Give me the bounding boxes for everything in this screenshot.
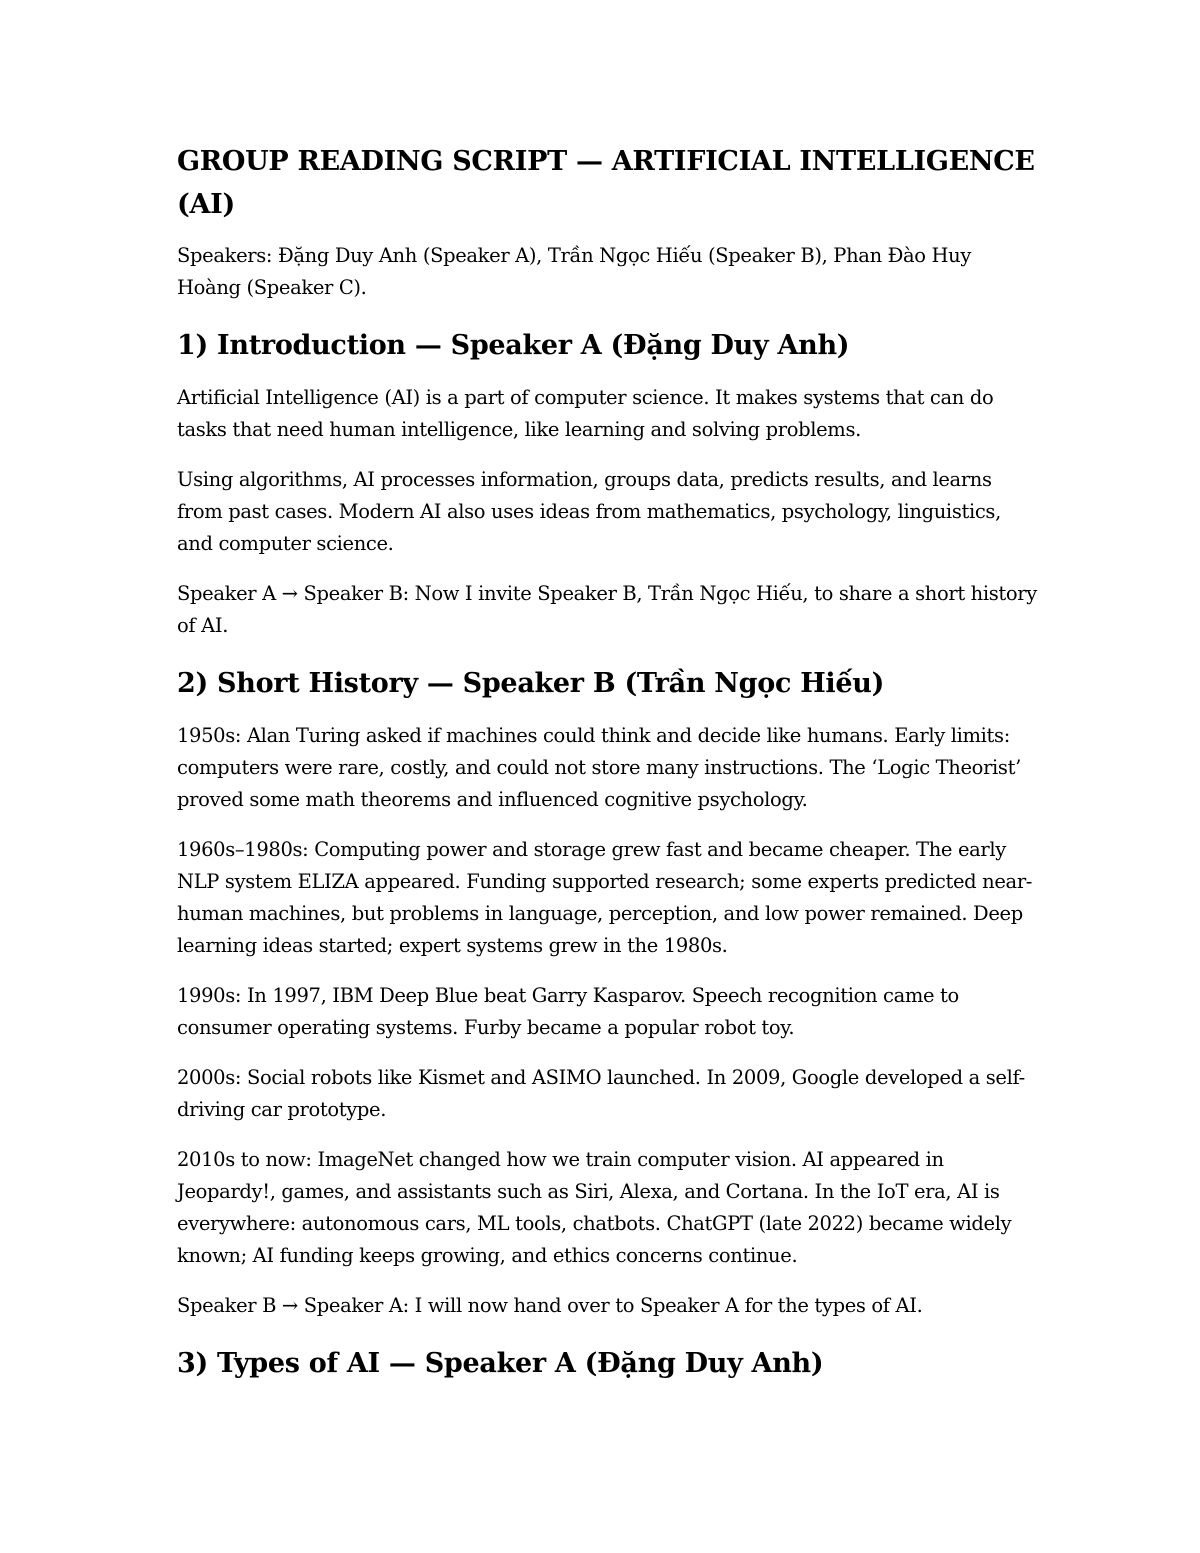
handover-line: Speaker B → Speaker A: I will now hand over to Speaker A for the types of AI. bbox=[177, 1294, 923, 1317]
document-page bbox=[177, 140, 1037, 1400]
section-heading-types: 3) Types of AI — Speaker A (Đặng Duy Anh) bbox=[177, 1348, 824, 1379]
paragraph: 1960s–1980s: Computing power and storage grew fast and became cheaper. The early NLP system ELIZA appeared. Funding supported research; some experts predicted near-human machines, but problems in language, perception, and low power remained. Deep learning ideas started; expert systems grew in the 1980s. bbox=[177, 838, 1033, 957]
section-heading-history: 2) Short History — Speaker B (Trần Ngọc Hiếu) bbox=[177, 668, 885, 699]
paragraph: 2000s: Social robots like Kismet and ASIMO launched. In 2009, Google developed a self-driving car prototype. bbox=[177, 1066, 1025, 1121]
paragraph: Using algorithms, AI processes information, groups data, predicts results, and learns from past cases. Modern AI also uses ideas from mathematics, psychology, linguistics, and computer science. bbox=[177, 468, 1001, 555]
section-heading-introduction: 1) Introduction — Speaker A (Đặng Duy Anh) bbox=[177, 330, 850, 361]
document-title: GROUP READING SCRIPT — ARTIFICIAL INTELLIGENCE (AI) bbox=[177, 146, 1035, 220]
paragraph: 1950s: Alan Turing asked if machines could think and decide like humans. Early limits: computers were rare, costly, and could not store many instructions. The ‘Logic Theorist’ proved some math theorems and influenced cognitive psychology. bbox=[177, 724, 1021, 811]
paragraph: 2010s to now: ImageNet changed how we train computer vision. AI appeared in Jeopardy!, games, and assistants such as Siri, Alexa, and Cortana. In the IoT era, AI is everywhere: autonomous cars, ML tools, chatbots. ChatGPT (late 2022) became widely known; AI funding keeps growing, and ethics concerns continue. bbox=[177, 1148, 1012, 1267]
handover-line: Speaker A → Speaker B: Now I invite Speaker B, Trần Ngọc Hiếu, to share a short history of AI. bbox=[177, 582, 1037, 637]
paragraph: Artificial Intelligence (AI) is a part of computer science. It makes systems that can do tasks that need human intelligence, like learning and solving problems. bbox=[177, 386, 994, 441]
speakers-line: Speakers: Đặng Duy Anh (Speaker A), Trần Ngọc Hiếu (Speaker B), Phan Đào Huy Hoàng (Speaker C). bbox=[177, 244, 972, 299]
paragraph: 1990s: In 1997, IBM Deep Blue beat Garry Kasparov. Speech recognition came to consumer operating systems. Furby became a popular robot toy. bbox=[177, 984, 959, 1039]
